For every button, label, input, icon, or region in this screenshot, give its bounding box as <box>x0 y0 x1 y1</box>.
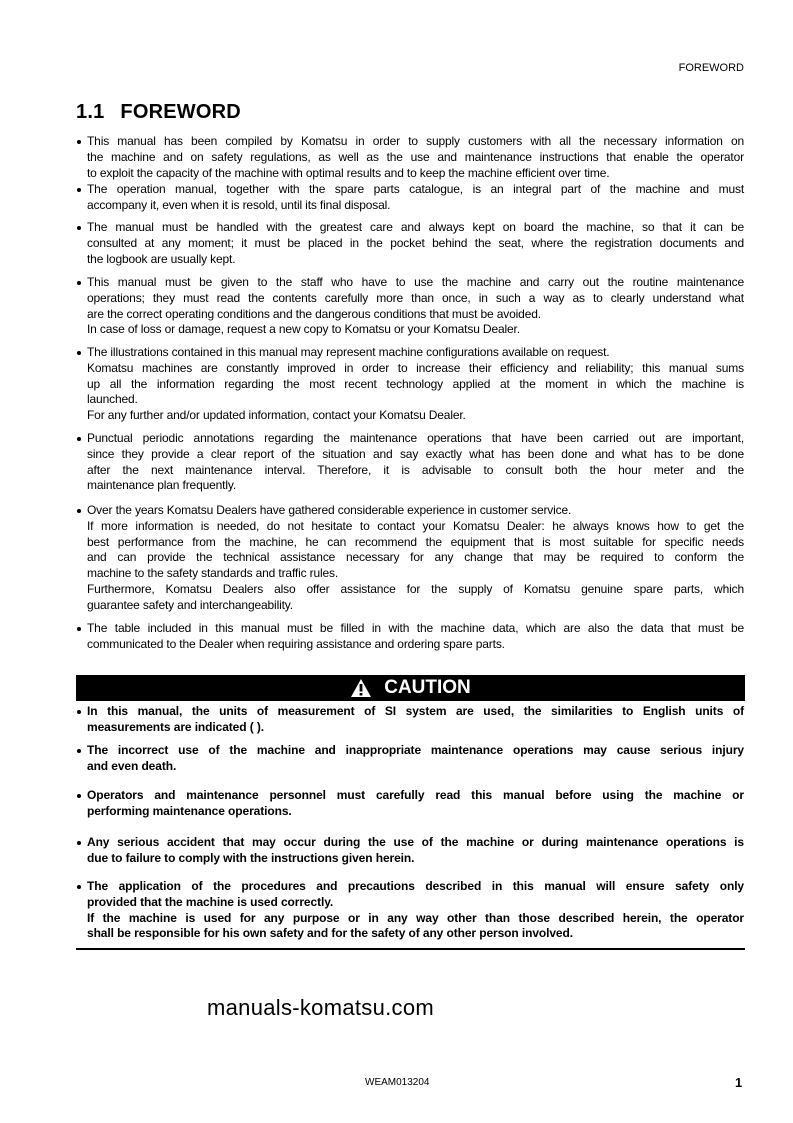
bullet-icon <box>77 885 81 889</box>
text-line: The incorrect use of the machine and inappropriate maintenance operations may cause serious injury <box>87 743 744 757</box>
caution-item <box>87 704 744 736</box>
bullet-icon <box>77 710 81 714</box>
bullet-icon <box>77 509 81 513</box>
text-line: the machine and on safety regulations, as well as the use and maintenance instructions that enable the operator <box>87 149 744 164</box>
text-line: shall be responsible for his own safety and for the safety of any other person involved. <box>87 926 573 941</box>
bullet-icon <box>77 794 81 798</box>
text-line: This manual must be given to the staff who have to use the machine and carry out the routine maintenance <box>87 275 744 289</box>
bullet-icon <box>77 627 81 631</box>
text-line: In this manual, the units of measurement of SI system are used, the similarities to English units of <box>87 704 744 718</box>
list-item <box>87 345 744 424</box>
bullet-icon <box>77 140 81 144</box>
text-line: and can provide the technical assistance necessary for any change that may be required to conform the <box>87 550 744 565</box>
caution-item <box>87 835 744 867</box>
page-number: 1 <box>735 1075 743 1090</box>
text-line: guarantee safety and interchangeability. <box>87 597 293 612</box>
list-item <box>87 134 744 181</box>
text-line: maintenance plan frequently. <box>87 478 237 493</box>
section-divider <box>76 948 745 950</box>
text-line: the logbook are usually kept. <box>87 251 236 266</box>
caution-item <box>87 743 744 775</box>
document-code: WEAM013204 <box>365 1077 430 1088</box>
bullet-icon <box>77 281 81 285</box>
text-line: launched. <box>87 392 138 407</box>
text-line: If more information is needed, do not hesitate to contact your Komatsu Dealer: he always knows how to get the <box>87 518 744 533</box>
list-item <box>87 275 744 338</box>
text-line: If the machine is used for any purpose or in any way other than those described herein, the operator <box>87 910 744 925</box>
list-item <box>87 621 744 653</box>
bullet-icon <box>77 841 81 845</box>
text-line: to exploit the capacity of the machine with optimal results and to keep the machine efficient over time. <box>87 165 610 180</box>
text-line: The illustrations contained in this manual may represent machine configurations available on request. <box>87 345 610 359</box>
caution-item <box>87 879 744 942</box>
caution-item <box>87 788 744 820</box>
text-line: accompany it, even when it is resold, until its final disposal. <box>87 197 391 212</box>
text-line: and even death. <box>87 758 177 773</box>
section-number: 1.1 <box>76 101 105 123</box>
bullet-icon <box>77 351 81 355</box>
page-title <box>76 101 241 124</box>
text-line: The operation manual, together with the spare parts catalogue, is an integral part of the machine and must <box>87 182 744 196</box>
list-item <box>87 503 744 614</box>
text-line: Over the years Komatsu Dealers have gathered considerable experience in customer service. <box>87 503 572 517</box>
text-line: measurements are indicated ( ). <box>87 719 264 734</box>
list-item <box>87 182 744 214</box>
text-line: consulted at any moment; it must be placed in the pocket behind the seat, where the registration documents and <box>87 235 744 250</box>
text-line: are the correct operating conditions and the dangerous conditions that must be avoided. <box>87 306 541 321</box>
text-line: since they provide a clear report of the situation and say exactly what has been done and what has to be done <box>87 446 744 461</box>
list-item <box>87 431 744 494</box>
text-line: up all the information regarding the most recent technology applied at the moment in which the machine is <box>87 376 744 391</box>
caution-label: CAUTION <box>384 677 471 698</box>
text-line: operations; they must read the contents carefully more than once, in such a way as to clearly understand what <box>87 290 744 305</box>
caution-banner <box>76 675 745 701</box>
bullet-icon <box>77 188 81 192</box>
text-line: due to failure to comply with the instructions given herein. <box>87 850 415 865</box>
text-line: best performance from the machine, he can recommend the equipment that is most suitable for specific needs <box>87 534 744 549</box>
text-line: In case of loss or damage, request a new copy to Komatsu or your Komatsu Dealer. <box>87 322 520 337</box>
list-item <box>87 220 744 267</box>
text-line: Punctual periodic annotations regarding the maintenance operations that have been carried out are important, <box>87 431 744 445</box>
text-line: communicated to the Dealer when requiring assistance and ordering spare parts. <box>87 636 505 651</box>
bullet-icon <box>77 437 81 441</box>
text-line: The manual must be handled with the greatest care and always kept on board the machine, so that it can be <box>87 220 744 234</box>
watermark: manuals-komatsu.com <box>207 995 434 1020</box>
bullet-icon <box>77 749 81 753</box>
text-line: provided that the machine is used correctly. <box>87 894 334 909</box>
text-line: Furthermore, Komatsu Dealers also offer assistance for the supply of Komatsu genuine spare parts, which <box>87 581 744 596</box>
text-line: The application of the procedures and precautions described in this manual will ensure safety only <box>87 879 744 893</box>
text-line: machine to the safety standards and traffic rules. <box>87 566 339 581</box>
warning-triangle-icon <box>350 678 372 698</box>
text-line: The table included in this manual must be filled in with the machine data, which are also the data that must be <box>87 621 744 635</box>
section-title: FOREWORD <box>120 101 241 123</box>
text-line: after the next maintenance interval. Therefore, it is advisable to consult both the hour meter and the <box>87 462 744 477</box>
running-header: FOREWORD <box>678 62 744 74</box>
text-line: For any further and/or updated information, contact your Komatsu Dealer. <box>87 408 466 423</box>
text-line: performing maintenance operations. <box>87 803 292 818</box>
text-line: Any serious accident that may occur during the use of the machine or during maintenance operations is <box>87 835 744 849</box>
bullet-icon <box>77 226 81 230</box>
text-line: Komatsu machines are constantly improved in order to increase their efficiency and reliability; this manual sums <box>87 360 744 375</box>
text-line: This manual has been compiled by Komatsu in order to supply customers with all the necessary information on <box>87 134 744 148</box>
text-line: Operators and maintenance personnel must carefully read this manual before using the machine or <box>87 788 744 802</box>
